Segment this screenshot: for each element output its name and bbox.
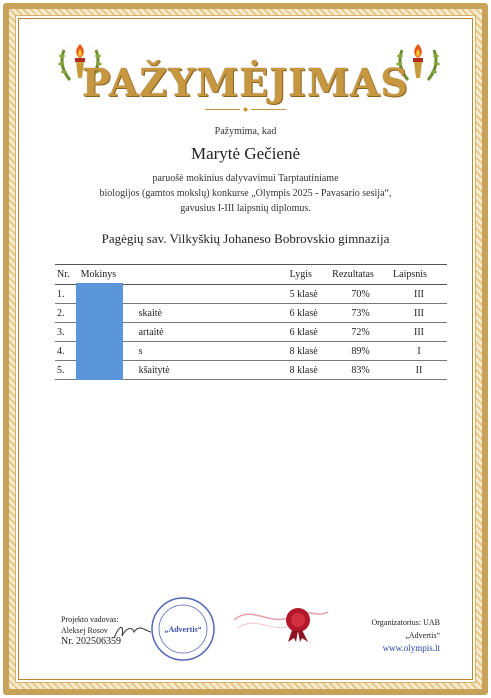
row-level: 8 klasė	[288, 342, 331, 361]
row-level: 8 klasė	[288, 361, 331, 380]
row-no: 2.	[55, 304, 79, 323]
row-result: 72%	[330, 323, 391, 342]
row-grade: III	[391, 285, 447, 304]
row-grade: II	[391, 361, 447, 380]
wax-seal-ribbon	[232, 598, 330, 644]
row-level: 5 klasė	[288, 285, 331, 304]
row-no: 4.	[55, 342, 79, 361]
row-result: 73%	[330, 304, 391, 323]
organizer-block	[340, 616, 440, 655]
row-student: s	[79, 342, 288, 361]
row-grade: III	[391, 323, 447, 342]
organizer-label: Organizatorius: UAB „Advertis“	[371, 618, 440, 640]
signature-scribble	[112, 620, 152, 642]
company-stamp	[150, 596, 216, 662]
row-level: 6 klasė	[288, 323, 331, 342]
header-result: Rezultatas	[330, 265, 391, 285]
intro-text: Pažymima, kad	[214, 126, 277, 137]
row-result: 83%	[330, 361, 391, 380]
recipient-name: Marytė Gečienė	[190, 144, 301, 163]
row-no: 5.	[55, 361, 79, 380]
row-student: skaitė	[79, 304, 288, 323]
row-result: 89%	[330, 342, 391, 361]
row-level: 6 klasė	[288, 304, 331, 323]
title-ornament	[205, 107, 286, 112]
description-line-2: biologijos (gamtos mokslų) konkurse „Olympis 2025 - Pavasario sesija“,	[99, 188, 392, 199]
header-level: Lygis	[288, 265, 331, 285]
table-header-row	[55, 265, 447, 285]
description-line-1: paruošė mokinius dalyvavimui Tarptautiniame	[152, 173, 339, 184]
redaction-box	[76, 283, 123, 380]
certificate-title: PAŽYMĖJIMAS	[82, 60, 409, 105]
header-student: Mokinys	[79, 265, 288, 285]
description-line-3: gavusius I-III laipsnių diplomus.	[180, 203, 311, 214]
row-no: 1.	[55, 285, 79, 304]
row-result: 70%	[330, 285, 391, 304]
header-grade: Laipsnis	[391, 265, 447, 285]
school-name: Pagėgių sav. Vilkyškių Johaneso Bobrovskio gimnazija	[101, 231, 390, 246]
row-grade: I	[391, 342, 447, 361]
stamp-text: „Advertis“	[164, 625, 202, 634]
certificate-number: Nr. 202506359	[61, 636, 121, 647]
row-no: 3.	[55, 323, 79, 342]
project-lead-name: Aleksej Rosov	[61, 626, 108, 635]
project-lead-label: Projekto vadovas:	[61, 615, 119, 624]
row-grade: III	[391, 304, 447, 323]
row-student: kšaitytė	[79, 361, 288, 380]
header-no: Nr.	[55, 265, 79, 285]
website-link[interactable]: www.olympis.lt	[382, 643, 440, 653]
row-student: artaitė	[79, 323, 288, 342]
